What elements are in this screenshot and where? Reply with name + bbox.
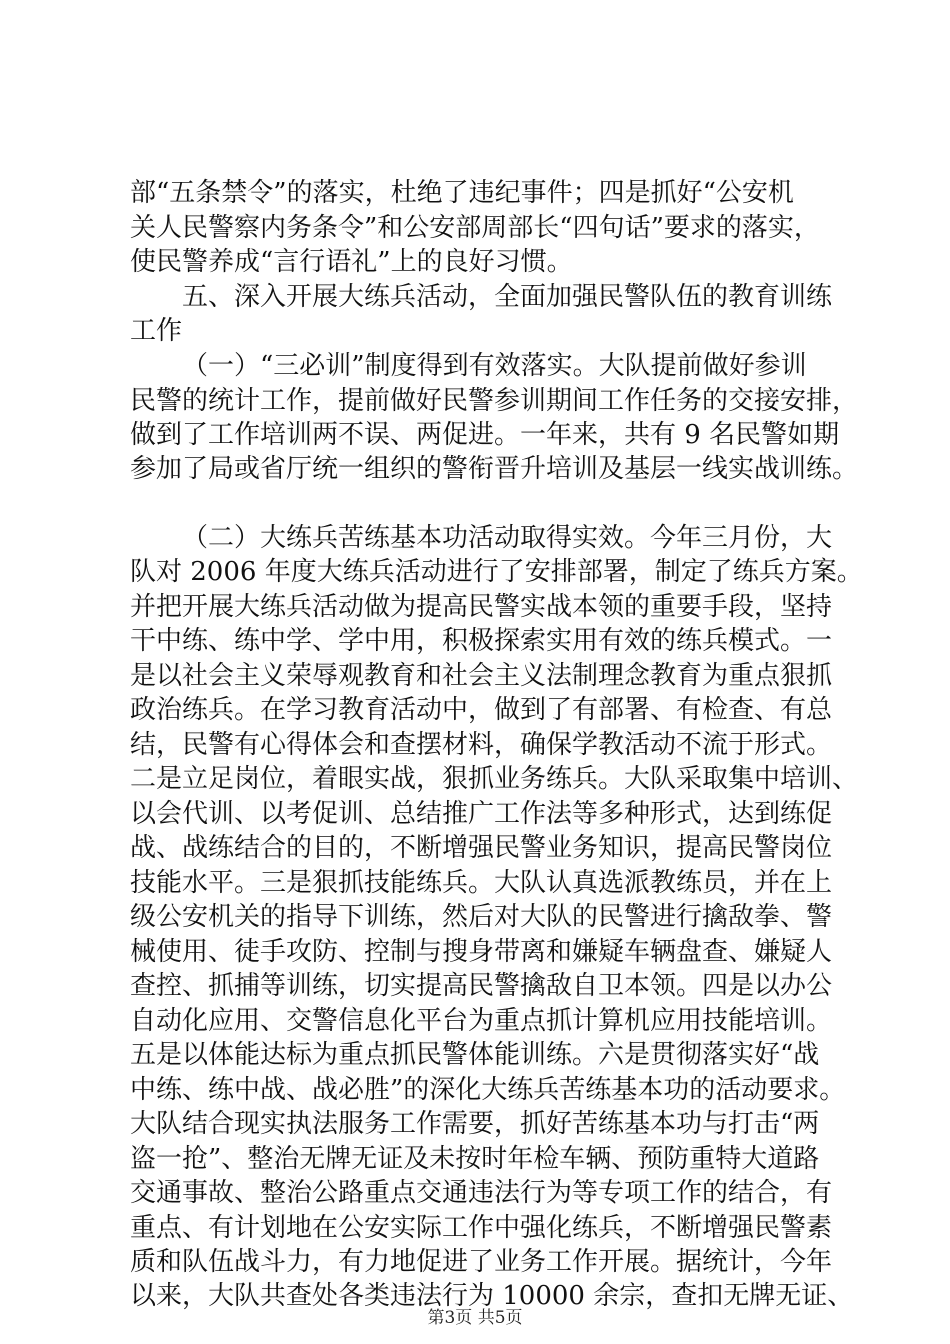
text-line: 重点、有计划地在公安实际工作中强化练兵，不断增强民警素: [130, 1213, 833, 1243]
text-line: 查控、抓捕等训练，切实提高民警擒敌自卫本领。四是以办公: [130, 971, 833, 1001]
text-line: 级公安机关的指导下训练，然后对大队的民警进行擒敌拳、警: [130, 902, 833, 932]
text-line: 二是立足岗位，着眼实战，狠抓业务练兵。大队采取集中培训、: [130, 764, 859, 794]
text-line: 技能水平。三是狠抓技能练兵。大队认真选派教练员，并在上: [130, 868, 833, 898]
text-line: 民警的统计工作，提前做好民警参训期间工作任务的交接安排，: [130, 386, 859, 416]
text-line: 大队结合现实执法服务工作需要，抓好苦练基本功与打击“两: [130, 1109, 820, 1139]
text-line: 干中练、练中学、学中用，积极探索实用有效的练兵模式。一: [130, 626, 833, 656]
paragraph-start: （一）“三必训”制度得到有效落实。大队提前做好参训: [182, 351, 807, 381]
paragraph-start: （二）大练兵苦练基本功活动取得实效。今年三月份，大: [182, 523, 833, 553]
text-line: 中练、练中战、战必胜”的深化大练兵苦练基本功的活动要求。: [130, 1075, 846, 1105]
text-line: 队对 2006 年度大练兵活动进行了安排部署，制定了练兵方案。: [130, 557, 863, 587]
text-line: 质和队伍战斗力，有力地促进了业务工作开展。据统计，今年: [130, 1247, 833, 1277]
text-line: 是以社会主义荣辱观教育和社会主义法制理念教育为重点狠抓: [130, 661, 833, 691]
text-line: 政治练兵。在学习教育活动中，做到了有部署、有检查、有总: [130, 695, 833, 725]
text-line: 战、战练结合的目的，不断增强民警业务知识，提高民警岗位: [130, 833, 833, 863]
text-line: 以会代训、以考促训、总结推广工作法等多种形式，达到练促: [130, 799, 833, 829]
section-heading: 五、深入开展大练兵活动，全面加强民警队伍的教育训练: [182, 282, 833, 312]
section-heading-continued: 工作: [130, 316, 183, 346]
text-line: 结，民警有心得体会和查摆材料，确保学教活动不流于形式。: [130, 730, 833, 760]
text-line: 参加了局或省厅统一组织的警衔晋升培训及基层一线实战训练。: [130, 454, 859, 484]
text-line: 关人民警察内务条令”和公安部周部长“四句话”要求的落实，: [130, 213, 820, 243]
text-line: 部“五条禁令”的落实，杜绝了违纪事件；四是抓好“公安机: [130, 178, 794, 208]
text-line: 以来，大队共查处各类违法行为 10000 余宗，查扣无牌无证、: [130, 1281, 854, 1311]
text-line: 盗一抢”、整治无牌无证及未按时年检车辆、预防重特大道路: [130, 1144, 820, 1174]
text-line: 自动化应用、交警信息化平台为重点抓计算机应用技能培训。: [130, 1006, 833, 1036]
text-line: 做到了工作培训两不误、两促进。一年来，共有 9 名民警如期: [130, 420, 840, 450]
text-line: 五是以体能达标为重点抓民警体能训练。六是贯彻落实好“战: [130, 1040, 820, 1070]
page-footer: 第3页 共5页: [427, 1308, 523, 1328]
text-line: 并把开展大练兵活动做为提高民警实战本领的重要手段，坚持: [130, 592, 833, 622]
text-line: 交通事故、整治公路重点交通违法行为等专项工作的结合，有: [130, 1178, 833, 1208]
text-line: 械使用、徒手攻防、控制与搜身带离和嫌疑车辆盘查、嫌疑人: [130, 937, 833, 967]
text-line: 使民警养成“言行语礼”上的良好习惯。: [130, 247, 573, 277]
